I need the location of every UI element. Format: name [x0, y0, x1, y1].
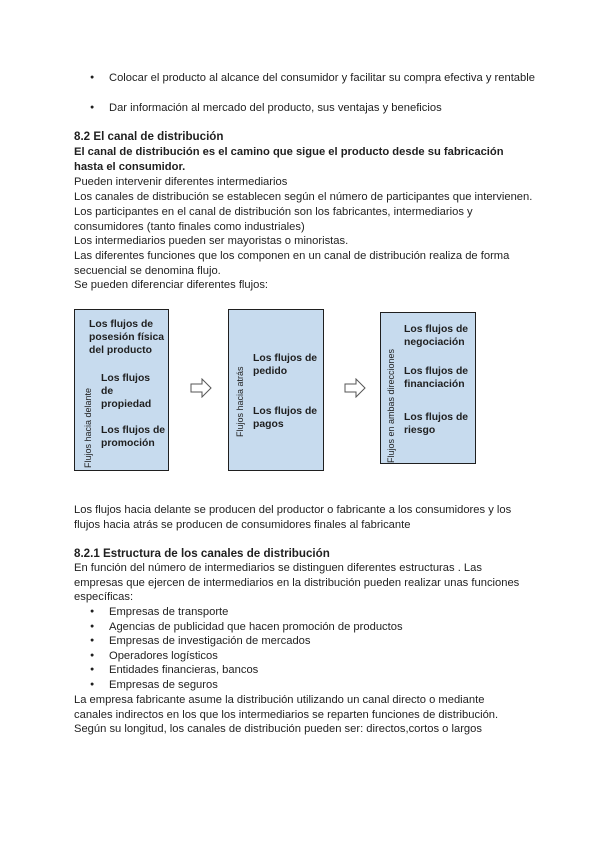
diagram-box-bidirectional-flows: [380, 312, 476, 464]
flow-item-line: promoción: [101, 438, 155, 449]
flow-item-line: propiedad: [101, 399, 152, 410]
list-item: ● Empresas de investigación de mercados: [109, 634, 549, 649]
flow-item-line: posesión física: [89, 332, 165, 343]
flow-item: [404, 365, 468, 391]
flow-item-line: Los flujos de: [253, 353, 318, 364]
paragraph: Según su longitud, los canales de distribución pueden ser: directos,cortos o largos: [74, 723, 482, 735]
paragraph: Se pueden diferenciar diferentes flujos:: [74, 279, 269, 291]
paragraph: En función del número de intermediarios se distinguen diferentes estructuras . Las empresas que ejercen de intermediarios en la distribución pueden realizar unas funciones específicas:: [74, 562, 520, 604]
flow-item-line: pedido: [253, 366, 288, 377]
flow-item: [404, 411, 468, 437]
flow-item-line: financiación: [404, 379, 465, 390]
paragraph: Las diferentes funciones que los componen en un canal de distribución realiza de forma secuencial se denomina flujo.: [74, 250, 510, 277]
flow-item-line: negociación: [404, 337, 465, 348]
right-arrow-icon: [190, 378, 212, 398]
flow-item-line: Los flujos de: [404, 366, 469, 377]
list-item: ● Empresas de seguros: [109, 678, 549, 693]
diagram-box-backward-flows: [228, 309, 324, 471]
definition-line-2: hasta el consumidor.: [74, 161, 186, 173]
flow-item-line: Los flujos de: [404, 412, 469, 423]
paragraph: Pueden intervenir diferentes intermediarios: [74, 176, 288, 188]
definition-line-1: El canal de distribución es el camino que sigue el producto desde su fabricación: [74, 146, 504, 158]
flow-item-line: pagos: [253, 419, 284, 430]
section-heading-8-2-1: 8.2.1 Estructura de los canales de distribución: [74, 547, 330, 560]
flow-item-line: Los flujos: [101, 373, 151, 384]
flow-item-line: Los flujos de: [101, 425, 166, 436]
diagram-box-forward-flows: [74, 309, 169, 471]
flow-item-line: de: [101, 386, 114, 397]
flow-item: [89, 318, 164, 357]
section-heading-8-2: 8.2 El canal de distribución: [74, 130, 224, 143]
paragraph: Los flujos hacia delante se producen del productor o fabricante a los consumidores y los flujos hacia atrás se producen de consumidores finales al fabricante: [74, 504, 512, 531]
paragraph: Los canales de distribución se establecen según el número de participantes que intervienen.: [74, 191, 533, 203]
list-item: ● Agencias de publicidad que hacen promoción de productos: [109, 620, 549, 635]
flow-item-line: riesgo: [404, 425, 436, 436]
vertical-label: Flujos hacia atrás: [235, 366, 245, 437]
flow-item: [253, 352, 317, 378]
flow-item-line: Los flujos de: [89, 319, 154, 330]
flow-item-line: del producto: [89, 345, 152, 356]
right-arrow-icon: [344, 378, 366, 398]
flow-item: [404, 323, 468, 349]
list-item: ● Empresas de transporte: [109, 605, 549, 620]
paragraph: La empresa fabricante asume la distribución utilizando un canal directo o mediante canales indirectos en los que los intermediarios se reparten funciones de distribución.: [74, 694, 499, 721]
paragraph: Los intermediarios pueden ser mayoristas o minoristas.: [74, 235, 349, 247]
flow-item-line: Los flujos de: [253, 406, 318, 417]
flow-item: [101, 424, 165, 450]
list-item: ● Entidades financieras, bancos: [109, 663, 549, 678]
paragraph: Los participantes en el canal de distribución son los fabricantes, intermediarios y consumidores (tanto finales como industriales): [74, 206, 473, 233]
flow-item-line: Los flujos de: [404, 324, 469, 335]
flow-item: [101, 372, 151, 411]
flow-item: [253, 405, 317, 431]
list-item: ● Dar información al mercado del producto, sus ventajas y beneficios: [109, 101, 549, 116]
vertical-label: Flujos en ambas direcciones: [386, 348, 396, 463]
vertical-label: Flujos hacia delante: [83, 387, 93, 468]
list-item: ● Operadores logísticos: [109, 649, 549, 664]
list-item: ● Colocar el producto al alcance del consumidor y facilitar su compra efectiva y rentable: [109, 71, 549, 86]
